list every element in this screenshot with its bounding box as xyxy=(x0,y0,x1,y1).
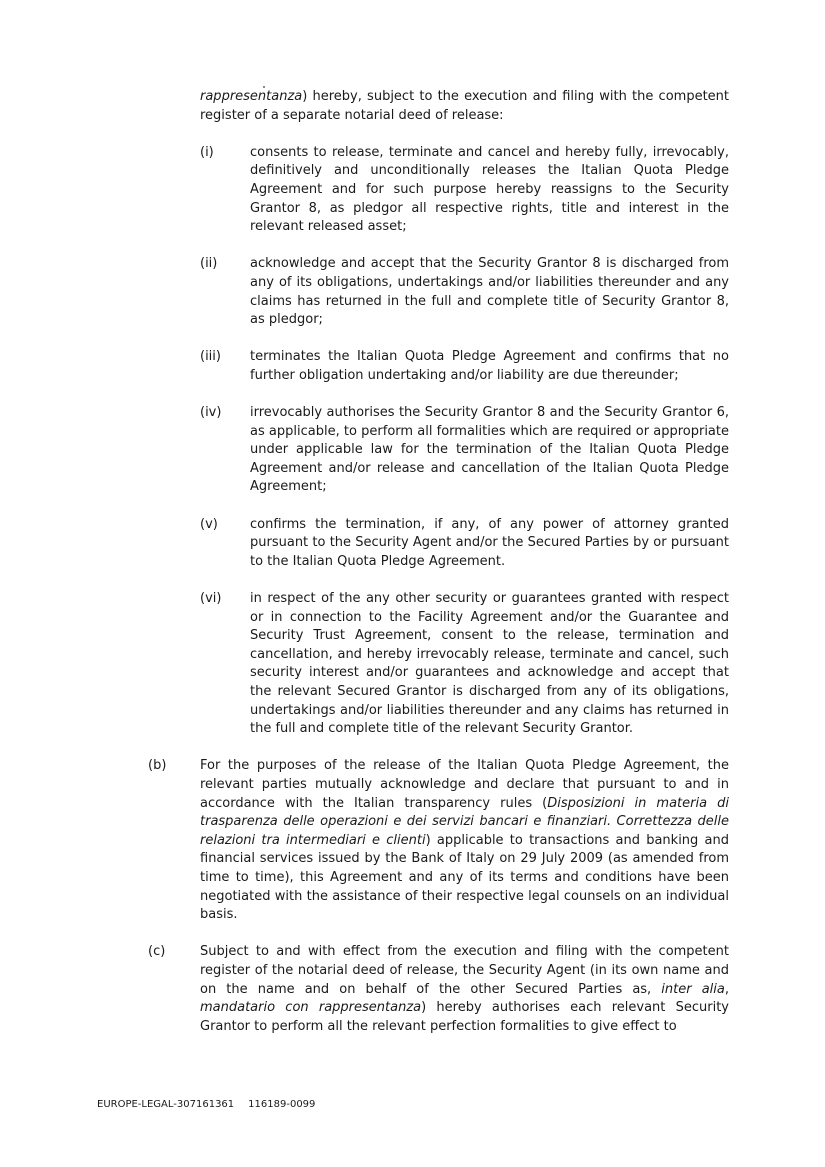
list-item-b xyxy=(148,757,729,924)
list-marker: (iii) xyxy=(200,349,221,365)
list-item-text: For the purposes of the release of the Italian Quota Pledge Agreement, the relevant parties mutually acknowledge and declare that pursuant to and in accordance with the Italian transparency rules (Disposizioni in materia di trasparenza delle operazioni e dei servizi bancari e finanziari. Correttezza delle relazioni tra intermediari e clienti) applicable to transactions and banking and financial services issued by the Bank of Italy on 29 July 2009 (as amended from time to time), this Agreement and any of its terms and conditions have been negotiated with the assistance of their respective legal counsels on an individual basis. xyxy=(200,758,729,923)
list-item-text: confirms the termination, if any, of any power of attorney granted pursuant to the Security Agent and/or the Secured Parties by or pursuant to the Italian Quota Pledge Agreement. xyxy=(250,516,729,569)
list-item-ii xyxy=(200,255,729,329)
list-item-v xyxy=(200,516,729,572)
list-item-iii xyxy=(200,348,729,385)
list-item-i xyxy=(200,144,729,237)
list-item-text: in respect of the any other security or guarantees granted with respect or in connection to the Facility Agreement and/or the Guarantee and Security Trust Agreement, consent to the release, termination and cancellation, and hereby irrevocably release, terminate and cancel, such security interest and/or guarantees and acknowledge and accept that the relevant Secured Grantor is discharged from any of its obligations, undertakings and/or liabilities thereunder and any claims has returned in the full and complete title of the relevant Security Grantor. xyxy=(250,591,729,737)
list-item-text: Subject to and with effect from the execution and filing with the competent register of the notarial deed of release, the Security Agent (in its own name and on the name and on behalf of the other Secured Parties as, inter alia, mandatario con rappresentanza) hereby authorises each relevant Security Grantor to perform all the relevant perfection formalities to give effect to xyxy=(200,944,729,1034)
page-footer xyxy=(97,1099,315,1111)
list-marker: (b) xyxy=(148,758,167,774)
list-item-text: acknowledge and accept that the Security Grantor 8 is discharged from any of its obligations, undertakings and/or liabilities thereunder and any claims has returned in the full and complete title of Security Grantor 8, as pledgor; xyxy=(250,256,729,328)
list-marker: (v) xyxy=(200,516,218,532)
list-item-text: irrevocably authorises the Security Grantor 8 and the Security Grantor 6, as applicable, to perform all formalities which are required or appropriate under applicable law for the termination of the Italian Quota Pledge Agreement and/or release and cancellation of the Italian Quota Pledge Agreement; xyxy=(250,405,729,495)
intro-paragraph: rappresentanza) hereby, subject to the execution and filing with the competent register of a separate notarial deed of release: xyxy=(200,89,729,123)
list-item-text: consents to release, terminate and cancel and hereby fully, irrevocably, definitively and unconditionally releases the Italian Quota Pledge Agreement and for such purpose hereby reassigns to the Security Grantor 8, as pledgor all respective rights, title and interest in the relevant released asset; xyxy=(250,144,729,235)
list-marker: (vi) xyxy=(200,591,222,607)
footer-ref: 116189-0099 xyxy=(248,1099,316,1110)
document-body xyxy=(148,88,729,1055)
list-marker: (iv) xyxy=(200,405,222,421)
footer-doc-id: EUROPE-LEGAL-307161361 xyxy=(97,1099,235,1110)
list-item-iv xyxy=(200,404,729,497)
list-item-vi xyxy=(200,590,729,739)
list-item-text: terminates the Italian Quota Pledge Agreement and confirms that no further obligation undertaking and/or liability are due thereunder; xyxy=(250,349,729,383)
list-marker: (c) xyxy=(148,944,166,960)
list-item-c xyxy=(148,943,729,1036)
list-marker: (i) xyxy=(200,144,214,160)
list-marker: (ii) xyxy=(200,256,218,272)
